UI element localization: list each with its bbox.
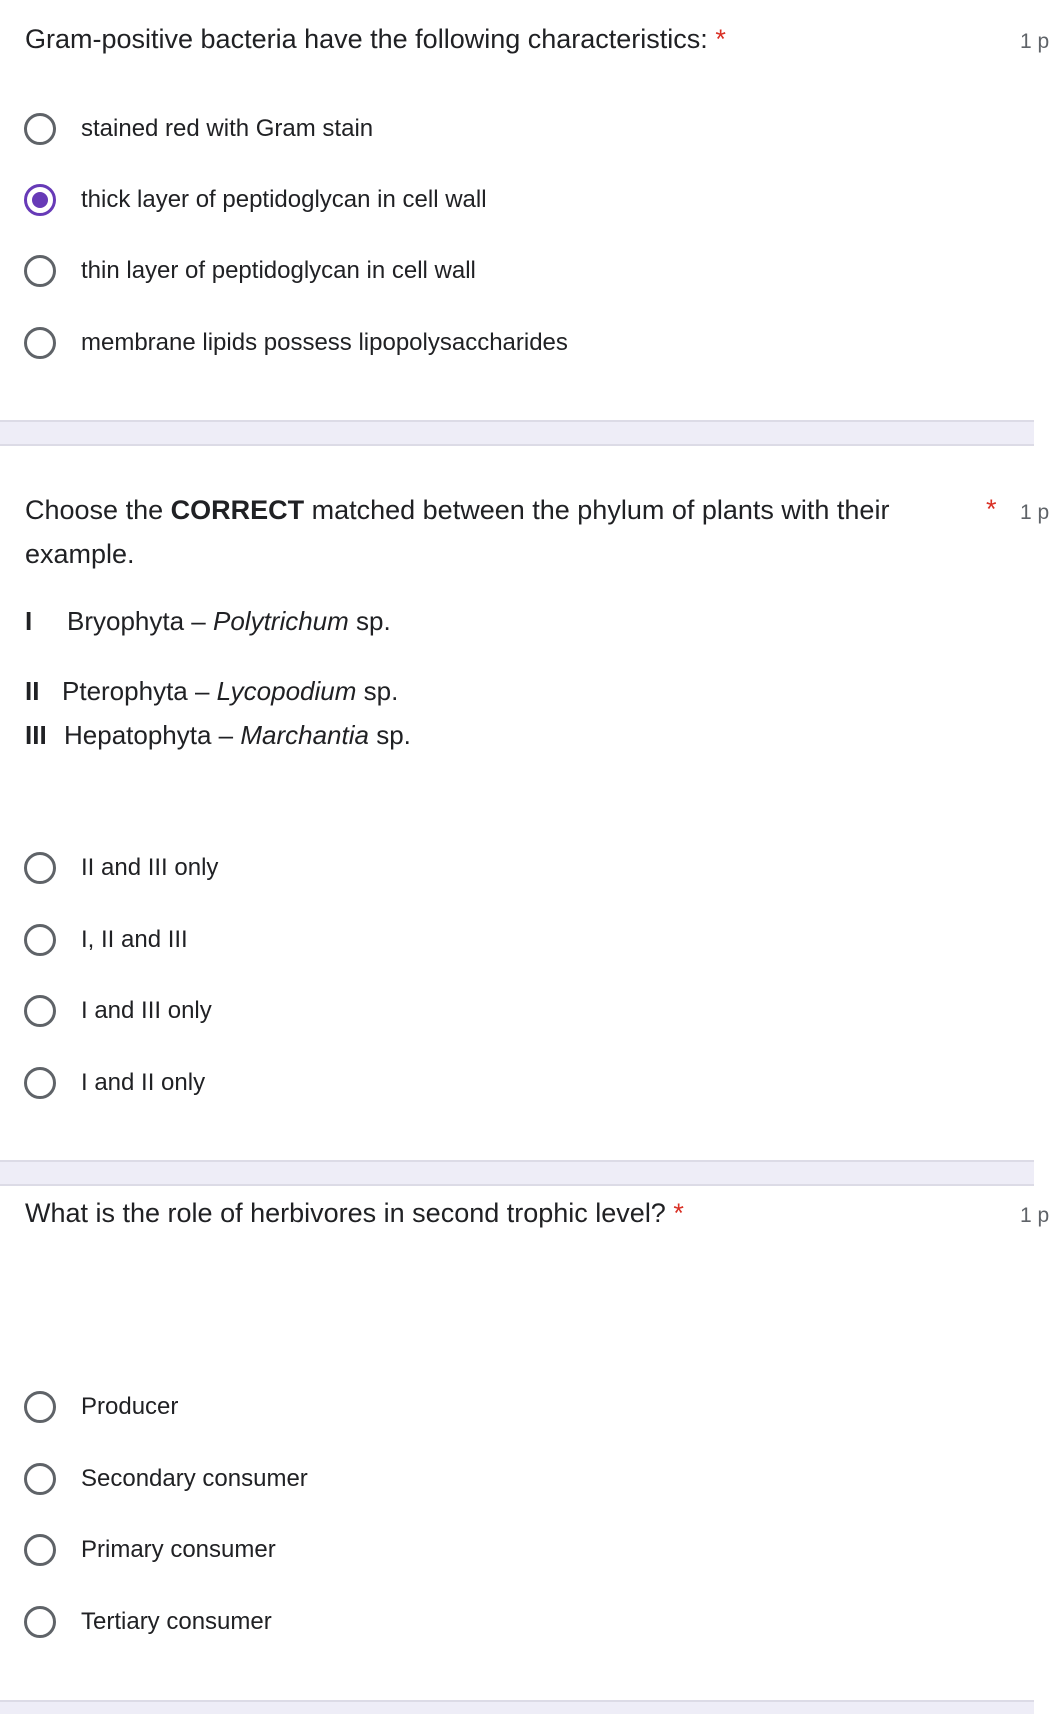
radio-button[interactable] <box>24 1391 56 1423</box>
radio-option[interactable] <box>24 1387 178 1427</box>
section-divider <box>0 420 1034 446</box>
statement-row <box>25 676 398 707</box>
radio-button[interactable] <box>24 1067 56 1099</box>
statement-suffix: sp. <box>356 676 399 706</box>
question-card-3 <box>0 1186 1049 1700</box>
radio-button[interactable] <box>24 1606 56 1638</box>
radio-option[interactable] <box>24 920 188 960</box>
statement-suffix: sp. <box>348 606 391 636</box>
option-label: membrane lipids possess lipopolysaccharides <box>81 329 568 356</box>
option-label: I and III only <box>81 997 212 1024</box>
radio-option[interactable] <box>24 323 568 363</box>
radio-button-checked[interactable] <box>24 184 56 216</box>
question-card-1 <box>0 0 1049 420</box>
radio-option[interactable] <box>24 1602 272 1642</box>
radio-button[interactable] <box>24 852 56 884</box>
question-text: What is the role of herbivores in second trophic level? <box>25 1198 666 1228</box>
statement-phylum: Hepatophyta – <box>64 720 241 750</box>
option-label: I, II and III <box>81 926 188 953</box>
statement-number: I <box>25 606 33 636</box>
option-label: thin layer of peptidoglycan in cell wall <box>81 257 476 284</box>
radio-option[interactable] <box>24 991 212 1031</box>
radio-button[interactable] <box>24 255 56 287</box>
radio-option[interactable] <box>24 1459 308 1499</box>
question-text-pre: Choose the <box>25 495 171 525</box>
question-text-emphasis: CORRECT <box>170 495 305 525</box>
section-divider <box>0 1700 1034 1714</box>
option-label: Primary consumer <box>81 1536 276 1563</box>
radio-button[interactable] <box>24 113 56 145</box>
radio-button[interactable] <box>24 1463 56 1495</box>
radio-button[interactable] <box>24 1534 56 1566</box>
statement-genus: Marchantia <box>240 720 369 750</box>
option-label: Secondary consumer <box>81 1465 308 1492</box>
statement-row <box>25 720 411 751</box>
question-title <box>25 17 726 61</box>
points-label: 1 p <box>1020 30 1049 53</box>
option-label: I and II only <box>81 1069 206 1096</box>
question-text-line2: example. <box>25 539 135 569</box>
option-label: thick layer of peptidoglycan in cell wall <box>81 186 487 213</box>
statement-phylum: Pterophyta – <box>62 676 217 706</box>
statement-genus: Polytrichum <box>212 606 349 636</box>
required-asterisk: * <box>715 24 726 54</box>
required-asterisk: * <box>986 494 997 524</box>
question-text: Gram-positive bacteria have the following characteristics: <box>25 24 708 54</box>
statement-phylum: Bryophyta – <box>67 606 213 636</box>
statement-number: II <box>25 676 40 706</box>
radio-button[interactable] <box>24 327 56 359</box>
required-asterisk: * <box>673 1198 684 1228</box>
points-label: 1 p <box>1020 1204 1049 1227</box>
statement-genus: Lycopodium <box>216 676 357 706</box>
option-label: stained red with Gram stain <box>81 115 374 142</box>
question-card-2 <box>0 446 1049 1160</box>
section-divider <box>0 1160 1034 1186</box>
radio-option[interactable] <box>24 1063 205 1103</box>
radio-button[interactable] <box>24 995 56 1027</box>
radio-option[interactable] <box>24 848 218 888</box>
statement-number: III <box>25 720 47 750</box>
radio-option[interactable] <box>24 251 476 291</box>
question-title <box>25 488 889 576</box>
statement-row <box>25 606 391 637</box>
points-label: 1 p <box>1020 501 1049 524</box>
option-label: Producer <box>81 1393 179 1420</box>
radio-option-selected[interactable] <box>24 180 487 220</box>
radio-button[interactable] <box>24 924 56 956</box>
question-text-post: matched between the phylum of plants with their <box>304 495 890 525</box>
option-label: II and III only <box>81 854 219 881</box>
question-title <box>25 1191 684 1235</box>
option-label: Tertiary consumer <box>81 1608 272 1635</box>
radio-option[interactable] <box>24 109 373 149</box>
radio-option[interactable] <box>24 1530 276 1570</box>
statement-suffix: sp. <box>368 720 411 750</box>
